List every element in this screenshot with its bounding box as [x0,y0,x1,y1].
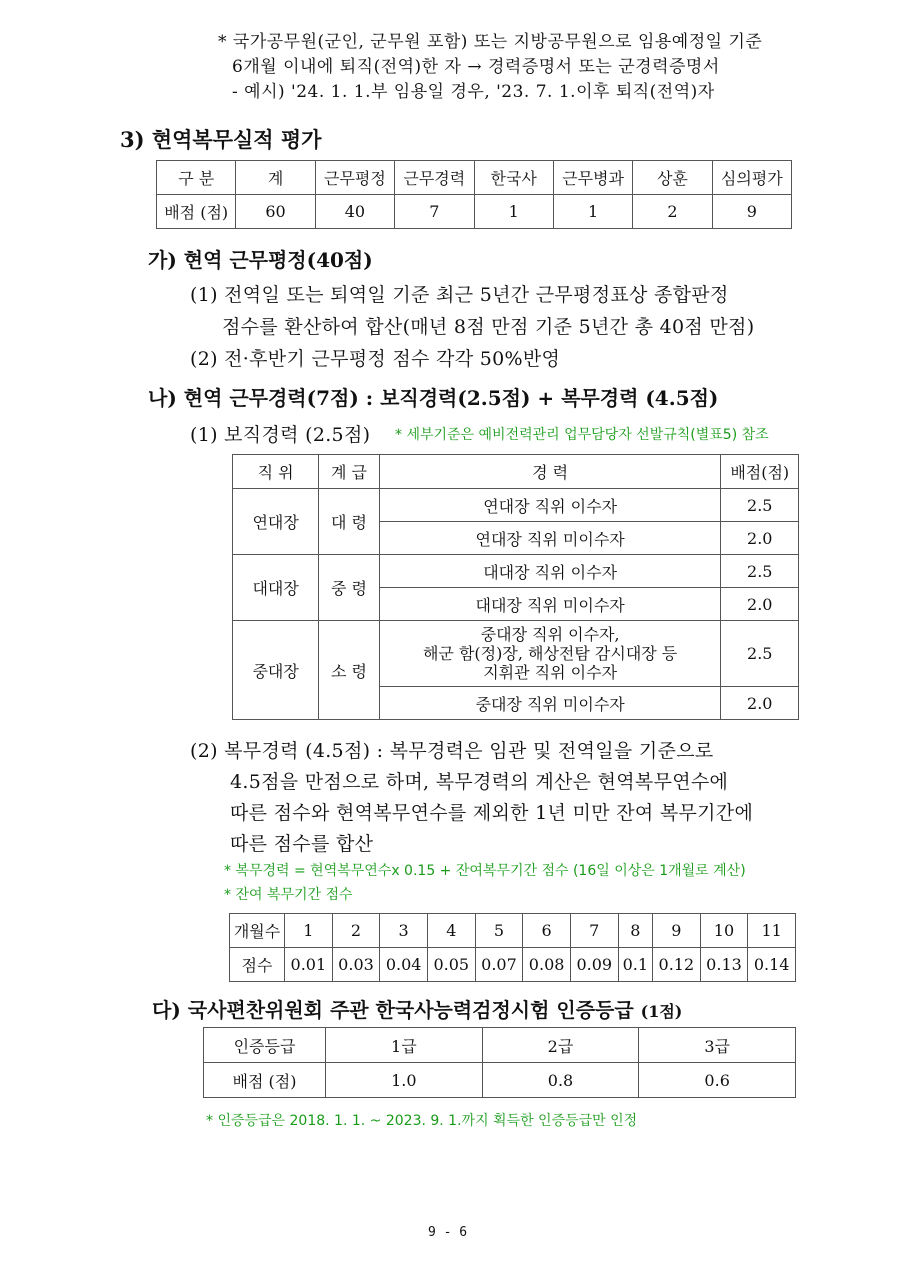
month-cell: 3 [380,914,428,948]
career-rank: 대 령 [319,489,380,555]
career-score: 2.5 [721,555,799,588]
summary-header: 상훈 [633,161,712,195]
summary-cell: 2 [633,195,712,229]
da-title-main: 다) 국사편찬위원회 주관 한국사능력검정시험 인증등급 [152,998,641,1022]
month-cell: 1 [285,914,333,948]
score-cell: 0.12 [653,948,701,982]
summary-cell: 9 [712,195,791,229]
score-summary-table [156,160,792,229]
grade-cell: 3급 [639,1028,796,1063]
career-score: 2.0 [721,522,799,555]
na-item2-line1: (2) 복무경력 (4.5점) : 복무경력은 임관 및 전역일을 기준으로 [190,740,714,762]
ga-item1-line1: (1) 전역일 또는 퇴역일 기준 최근 5년간 근무평정표상 종합판정 [190,284,729,306]
grade-score-label: 배점 (점) [204,1063,326,1098]
grade-score: 0.6 [639,1063,796,1098]
da-title-points: (1점) [640,1002,683,1021]
summary-cell: 배점 (점) [157,195,236,229]
grade-note: * 인증등급은 2018. 1. 1. ~ 2023. 9. 1.까지 획득한 인증등급만 인정 [206,1113,638,1129]
month-cell: 10 [700,914,748,948]
score-cell: 0.07 [475,948,523,982]
career-desc: 연대장 직위 이수자 [379,489,721,522]
score-cell: 0.04 [380,948,428,982]
score-cell: 0.01 [285,948,333,982]
score-cell: 0.1 [618,948,652,982]
na-title: 나) 현역 근무경력(7점) : 보직경력(2.5점) + 복무경력 (4.5점) [148,386,719,410]
career-desc-line: 중대장 직위 이수자, [480,625,620,644]
career-header: 배점(점) [721,455,799,489]
remain-note: * 잔여 복무기간 점수 [224,887,353,903]
month-cell: 9 [653,914,701,948]
career-rank: 소 령 [319,621,380,720]
summary-cell: 60 [236,195,315,229]
summary-header: 구 분 [157,161,236,195]
score-cell: 0.08 [523,948,571,982]
career-table [232,454,799,720]
na-item1: (1) 보직경력 (2.5점) [190,424,371,446]
career-score: 2.5 [721,489,799,522]
top-note-line-2: 6개월 이내에 퇴직(전역)한 자 → 경력증명서 또는 군경력증명서 [232,57,720,77]
summary-header: 근무평정 [315,161,394,195]
career-desc: 연대장 직위 미이수자 [379,522,721,555]
month-score-table [229,913,796,982]
career-header: 계 급 [319,455,380,489]
score-label: 점수 [230,948,285,982]
career-desc-line: 지휘관 직위 이수자 [483,663,618,682]
summary-cell: 7 [395,195,474,229]
da-title [152,994,682,1023]
top-note-line-3: - 예시) '24. 1. 1.부 임용일 경우, '23. 7. 1.이후 퇴직(전역)자 [232,82,715,102]
summary-header: 계 [236,161,315,195]
grade-cell: 2급 [482,1028,639,1063]
page-number: 9 - 6 [428,1225,468,1240]
career-desc: 대대장 직위 미이수자 [379,588,721,621]
ga-title: 가) 현역 근무평정(40점) [148,248,373,272]
career-position: 대대장 [233,555,319,621]
summary-header: 근무병과 [553,161,632,195]
career-desc-multiline [379,621,721,687]
month-cell: 2 [332,914,380,948]
ga-item2: (2) 전·후반기 근무평정 점수 각각 50%반영 [190,348,561,370]
career-desc-line: 해군 함(정)장, 해상전탐 감시대장 등 [422,644,678,663]
na-item2-line4: 따른 점수를 합산 [230,833,374,855]
month-cell: 7 [570,914,618,948]
na-item2-line3: 따른 점수와 현역복무연수를 제외한 1년 미만 잔여 복무기간에 [230,802,754,824]
na-item2-line2: 4.5점을 만점으로 하며, 복무경력의 계산은 현역복무연수에 [230,771,729,793]
grade-cell: 1급 [326,1028,483,1063]
career-header: 경 력 [379,455,721,489]
summary-cell: 1 [474,195,553,229]
career-score: 2.0 [721,588,799,621]
score-cell: 0.03 [332,948,380,982]
career-position: 중대장 [233,621,319,720]
top-note-line-1: * 국가공무원(군인, 군무원 포함) 또는 지방공무원으로 임용예정일 기준 [218,32,763,52]
score-cell: 0.14 [748,948,796,982]
score-cell: 0.09 [570,948,618,982]
grade-label: 인증등급 [204,1028,326,1063]
section3-title: 3) 현역복무실적 평가 [120,127,322,152]
month-cell: 11 [748,914,796,948]
history-grade-table [203,1027,796,1098]
na-item1-note: * 세부기준은 예비전력관리 업무담당자 선발규칙(별표5) 참조 [395,427,769,443]
career-score: 2.0 [721,687,799,720]
summary-cell: 40 [315,195,394,229]
formula-note: * 복무경력 = 현역복무연수x 0.15 + 잔여복무기간 점수 (16일 이상은 1개월로 계산) [224,863,746,879]
career-rank: 중 령 [319,555,380,621]
score-cell: 0.13 [700,948,748,982]
summary-cell: 1 [553,195,632,229]
month-cell: 8 [618,914,652,948]
career-desc: 대대장 직위 이수자 [379,555,721,588]
career-position: 연대장 [233,489,319,555]
summary-header: 근무경력 [395,161,474,195]
career-score: 2.5 [721,621,799,687]
ga-item1-line2: 점수를 환산하여 합산(매년 8점 만점 기준 5년간 총 40점 만점) [222,316,755,338]
summary-header: 심의평가 [712,161,791,195]
score-cell: 0.05 [427,948,475,982]
summary-header: 한국사 [474,161,553,195]
career-desc: 중대장 직위 미이수자 [379,687,721,720]
career-header: 직 위 [233,455,319,489]
grade-score: 0.8 [482,1063,639,1098]
month-label: 개월수 [230,914,285,948]
grade-score: 1.0 [326,1063,483,1098]
month-cell: 5 [475,914,523,948]
month-cell: 4 [427,914,475,948]
month-cell: 6 [523,914,571,948]
